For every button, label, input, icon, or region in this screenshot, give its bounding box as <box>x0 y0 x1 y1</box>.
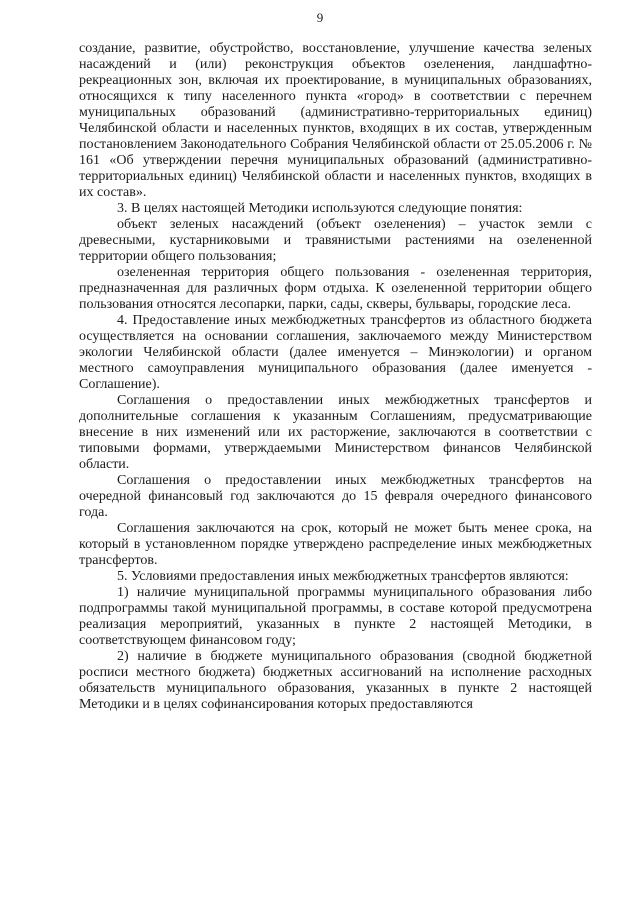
paragraph-item-3: 3. В целях настоящей Методики используются следующие понятия: <box>117 201 523 216</box>
paragraph-item-5: 5. Условиями предоставления иных межбюджетных трансфертов являются: <box>117 569 569 584</box>
paragraph-item-4: 4. Предоставление иных межбюджетных трансфертов из областного бюджета осуществляется на основании соглашения, заключаемого между Министерством экологии Челябинской области (далее именуется – Минэкологии) и органом местного самоуправления муниципального образования (далее именуется - Соглашение). <box>79 313 592 392</box>
paragraph-agreements-forms: Соглашения о предоставлении иных межбюджетных трансфертов и дополнительные соглашения к указанным Соглашениям, предусматривающие внесение в них изменений или их расторжение, заключаются в соответствии с типовыми формами, утверждаемыми Министерством финансов Челябинской области. <box>79 393 592 472</box>
paragraph-definition-green-territory: озелененная территория общего пользования - озелененная территория, предназначенная для различных форм отдыха. К озелененной территории общего пользования относятся лесопарки, парки, сады, скверы, бульвары, городские леса. <box>79 265 592 312</box>
paragraph-condition-1: 1) наличие муниципальной программы муниципального образования либо подпрограммы такой муниципальной программы, в составе которой предусмотрена реализация мероприятий, указанных в пункте 2 настоящей Методики, в соответствующем финансовом году; <box>79 585 592 648</box>
paragraph-continuation: создание, развитие, обустройство, восстановление, улучшение качества зеленых насаждений и (или) реконструкция объектов озеленения, ландшафтно-рекреационных зон, включая их проектирование, в муниципальных образованиях, относящихся к типу населенного пункта «город» в соответствии с перечнем муниципальных образований (административно-территориальных единиц) Челябинской области и населенных пунктов, входящих в их состав, утвержденным постановлением Законодательного Собрания Челябинской области от 25.05.2006 г. № 161 «Об утверждении перечня муниципальных образований (административно-территориальных единиц) Челябинской области и населенных пунктов, входящих в их состав». <box>79 41 592 200</box>
paragraph-definition-green-object: объект зеленых насаждений (объект озеленения) – участок земли с древесными, кустарниковыми и травянистыми растениями на озелененной территории общего пользования; <box>79 217 592 264</box>
page-number: 9 <box>316 10 324 25</box>
paragraph-agreements-deadline: Соглашения о предоставлении иных межбюджетных трансфертов на очередной финансовый год заключаются до 15 февраля очередного финансового года. <box>79 473 592 520</box>
paragraph-agreements-term: Соглашения заключаются на срок, который не может быть менее срока, на который в установленном порядке утверждено распределение иных межбюджетных трансфертов. <box>79 521 592 568</box>
paragraph-condition-2: 2) наличие в бюджете муниципального образования (сводной бюджетной росписи местного бюджета) бюджетных ассигнований на исполнение расходных обязательств муниципального образования, указанных в пункте 2 настоящей Методики и в целях софинансирования которых предоставляются <box>79 649 592 712</box>
document-body <box>79 41 592 713</box>
